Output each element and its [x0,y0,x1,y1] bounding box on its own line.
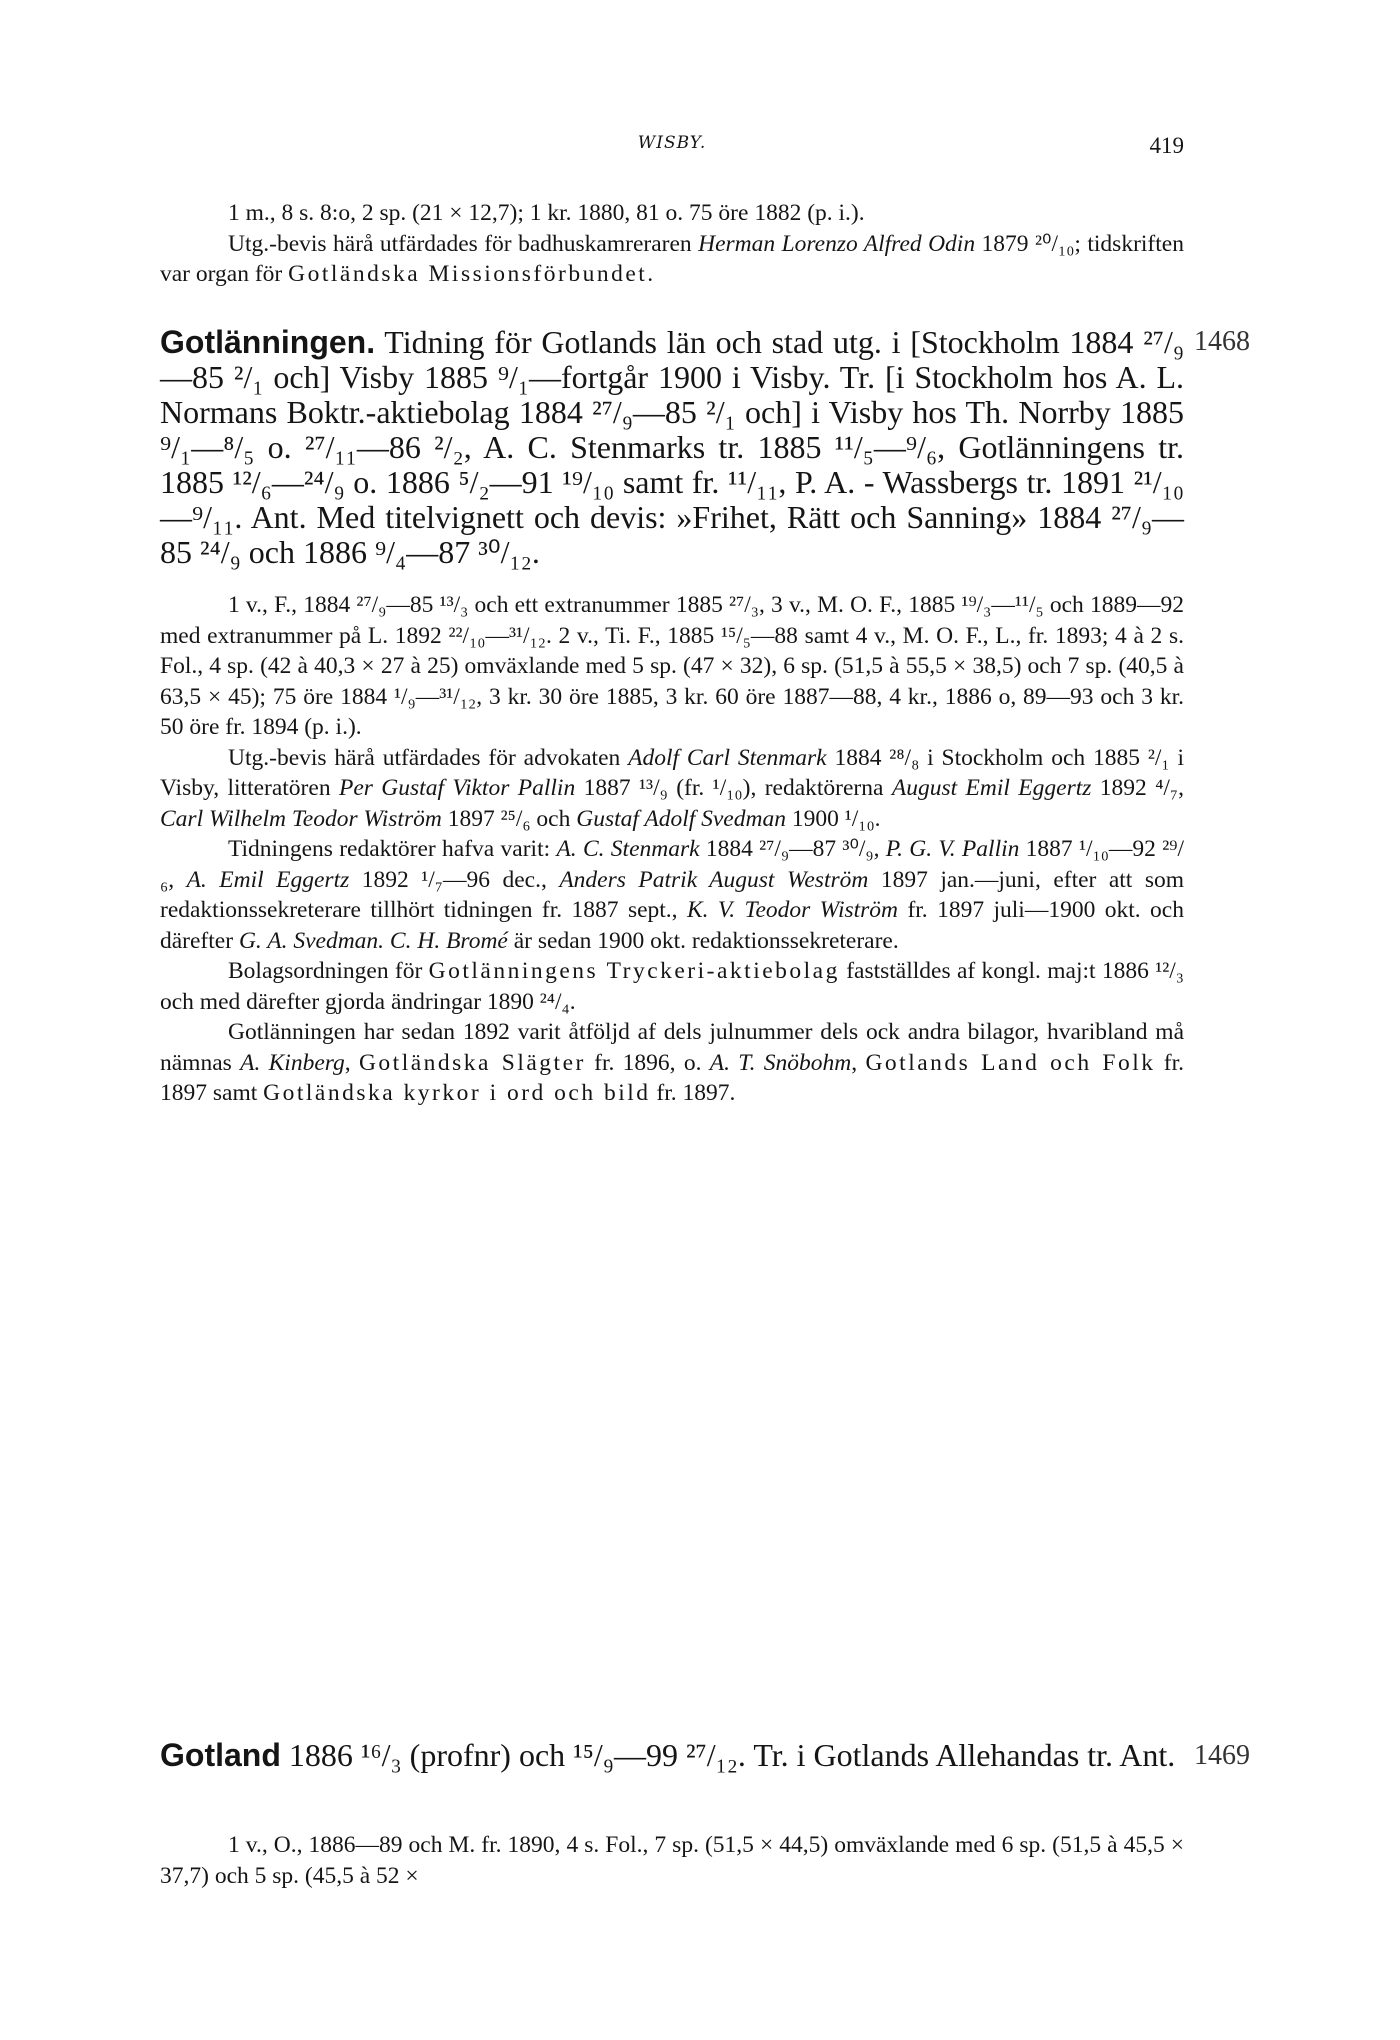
text: 1892 ⁴/₇, [1091,775,1184,801]
text: 1897 ²⁵/₆ och [441,805,577,832]
person-name: Gustaf Adolf Svedman [576,805,786,832]
person-name: Per Gustaf Viktor Pallin [338,775,576,801]
entry-1469-body [160,1830,1184,1891]
entry-1469-heading [160,1738,1184,1773]
person-name: A. Kinberg [240,1049,345,1076]
organization-name: Gotländska Missionsförbundet [288,261,648,287]
text: 1886 ¹⁶/₃ (profnr) och ¹⁵/₉—99 ²⁷/₁₂. Tr. i Gotlands Allehandas tr. Ant. [280,1737,1176,1773]
person-name: August Emil Eggertz [891,775,1092,801]
entry-1468-company [160,956,1184,1017]
text: fr. 1897. [650,1080,736,1106]
person-name: Anders Patrik August Weström [559,866,869,893]
text: 1887 ¹/₁₀—92 ²⁹/₆, [160,836,1184,893]
text: . [647,261,654,287]
text: , [344,1049,359,1076]
text: är sedan 1900 okt. redaktionssekreterare. [507,927,899,954]
entry-number-1468: 1468 [1194,326,1250,357]
entry-1469-title: Gotland [160,1737,281,1773]
text: Gotlänningen har sedan 1892 varit åtföljd af dels julnummer dels ock andra bilagor, hvaribland må nämnas [160,1019,1184,1076]
entry-1468-publishers [160,743,1184,835]
text: Tidning för Gotlands län och stad utg. i [Stockholm 1884 ²⁷/₉—85 ²/₁ och] Visby 1885 ⁹/₁—fortgår 1900 i Visby. Tr. [i Stockholm hos A. L. Normans Boktr.-aktiebolag 1884 ²⁷/₉—85 ²/₁ och] i Visby hos Th. Norrby 1885 ⁹/₁—⁸/₅ o. ²⁷/₁₁—86 ²/₂, A. C. Stenmarks tr. 1885 ¹¹/₅—⁹/₆, Gotlänningens tr. 1885 ¹²/₆—²⁴/₉ o. 1886 ⁵/₂—91 ¹⁹/₁₀ samt fr. ¹¹/₁₁, P. A. - Wassbergs tr. 1891 ²¹/₁₀—⁹/₁₁. Ant. Med titelvignett och devis: »Frihet, Rätt och Sanning» 1884 ²⁷/₉—85 ²⁴/₉ och 1886 ⁹/₄—87 ³⁰/₁₂. [160,324,1184,570]
text: , [851,1049,866,1076]
person-name: A. Emil Eggertz [186,866,350,893]
person-name: Carl Wilhelm Teodor Wiström [160,805,442,832]
person-name: K. V. Teodor Wiström [686,897,899,923]
text: fr. 1897 juli—1900 okt. och därefter [160,897,1184,954]
entry-1468-title: Gotlänningen. [160,324,376,360]
supplement-title: Gotlands Land och Folk [865,1049,1156,1076]
person-name: C. H. Bromé [389,927,508,954]
text: 1892 ¹/₇—96 dec., [349,866,560,893]
text: 1879 ²⁰/₁₀; tidskriften var organ för [160,230,1184,287]
entry-1469-format: 1 v., O., 1886—89 och M. fr. 1890, 4 s. Fol., 7 sp. (51,5 × 44,5) omväxlande med 6 sp. (51,5 à 45,5 × 37,7) och 5 sp. (45,5 à 52 × [160,1832,1184,1889]
continuation-imprint: 1 m., 8 s. 8:o, 2 sp. (21 × 12,7); 1 kr. 1880, 81 o. 75 öre 1882 (p. i.). [228,200,865,226]
text: Utg.-bevis härå utfärdades för advokaten [228,744,629,771]
entry-1468-supplements [160,1017,1184,1109]
entry-1468-format: 1 v., F., 1884 ²⁷/₉—85 ¹³/₃ och ett extranummer 1885 ²⁷/₃, 3 v., M. O. F., 1885 ¹⁹/₃—¹¹/₅ och 1889—92 med extranummer på L. 1892 ²²/₁₀—³¹/₁₂. 2 v., Ti. F., 1885 ¹⁵/₅—88 samt 4 v., M. O. F., L., fr. 1893; 4 à 2 s. Fol., 4 sp. (42 à 40,3 × 27 à 25) omväxlande med 5 sp. (47 × 32), 6 sp. (51,5 à 55,5 × 38,5) och 7 sp. (40,5 à 63,5 × 45); 75 öre 1884 ¹/₉—³¹/₁₂, 3 kr. 30 öre 1885, 3 kr. 60 öre 1887—88, 4 kr., 1886 o, 89—93 och 3 kr. 50 öre fr. 1894 (p. i.). [160,592,1184,740]
continuation-publisher [160,229,1184,290]
page-number: 419 [1149,133,1184,158]
page-header [160,133,1184,167]
organization-name: Gotlänningens Tryckeri-aktiebolag [428,958,840,984]
text: 1887 ¹³/₉ (fr. ¹/₁₀), redaktörerna [575,775,892,801]
entry-1468-description [160,325,1184,570]
person-name: A. C. Stenmark [556,836,700,862]
text: fastställdes af kongl. maj:t 1886 ¹²/₃ och med därefter gjorda ändringar 1890 ²⁴/₄. [160,958,1185,1015]
person-name: G. A. Svedman. [238,927,385,954]
text: Utg.-bevis härå utfärdades för badhuskamreraren [228,230,699,257]
text: 1900 ¹/₁₀. [785,805,881,832]
entry-1469-description [160,1738,1184,1773]
continuation-block [160,198,1184,290]
entry-1468-editors [160,834,1184,956]
person-name: Adolf Carl Stenmark [628,744,827,771]
person-name: P. G. V. Pallin [885,836,1020,862]
text: Tidningens redaktörer hafva varit: [228,836,557,862]
text: 1897 jan.—juni, efter att som redaktionssekreterare tillhört tidningen fr. 1887 sept., [160,866,1184,923]
entry-1468-heading [160,325,1184,570]
text: 1884 ²⁸/₈ i Stockholm och 1885 ²/₁ i Visby, litteratören [160,744,1184,801]
person-name: Herman Lorenzo Alfred Odin [698,230,976,257]
text: Bolagsordningen för [228,958,429,984]
supplement-title: Gotländska Slägter [358,1049,586,1076]
entry-number-1469: 1469 [1194,1740,1250,1771]
text: fr. 1897 samt [160,1049,1185,1106]
entry-1468-body [160,590,1184,1109]
text: fr. 1896, o. [585,1049,710,1076]
text: 1884 ²⁷/₉—87 ³⁰/₉, [699,836,886,862]
person-name: A. T. Snöbohm [709,1049,852,1076]
supplement-title: Gotländska kyrkor i ord och bild [263,1080,651,1106]
running-head: WISBY. [637,133,707,153]
